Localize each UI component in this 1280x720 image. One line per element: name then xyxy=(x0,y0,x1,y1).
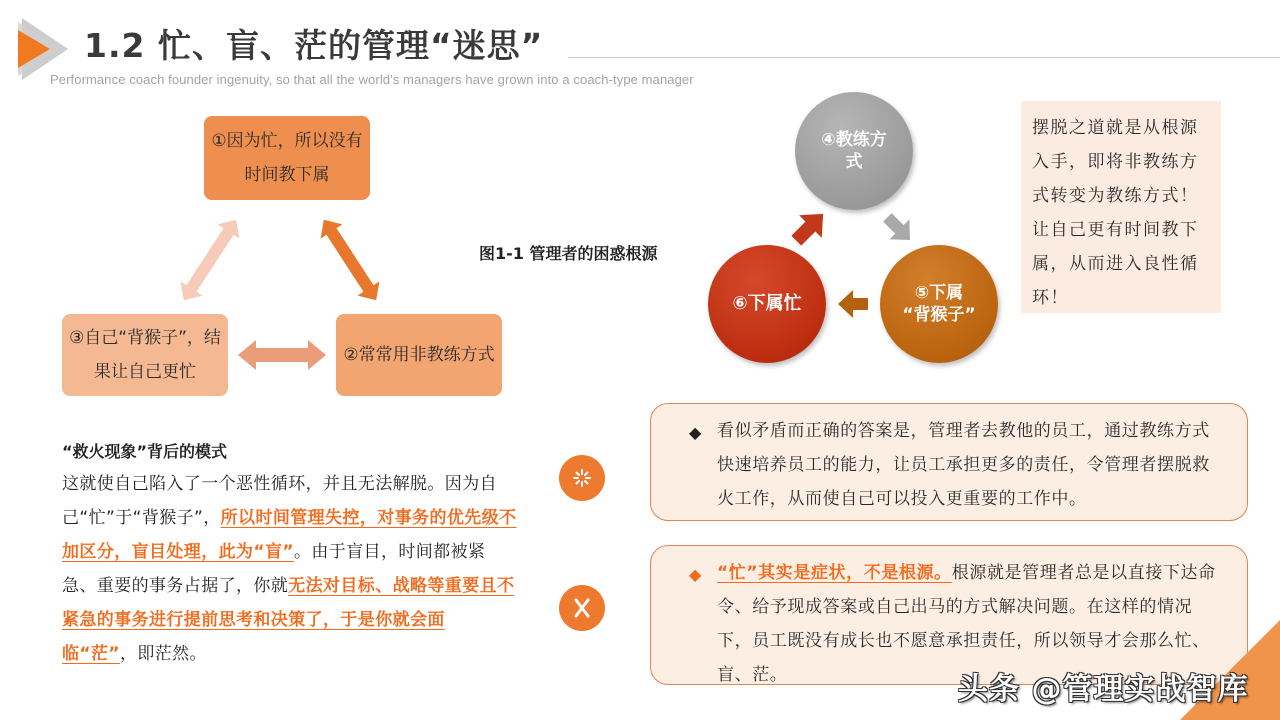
diamond-bullet-icon: ◆ xyxy=(689,423,702,442)
arrow-left-icon xyxy=(836,286,872,322)
circle-busy-label: ⑥下属忙 xyxy=(732,293,802,314)
para-text-2: 。由于盲目，时间都被紧急、重要的事务占据了，你就 xyxy=(62,542,486,596)
para-highlight-2: 无法对目标、战略等重要且不紧急的事务进行提前思考和决策了，于是你就会面临“茫” xyxy=(62,576,515,664)
arrow-down-right-icon xyxy=(878,208,918,248)
cycle-box-monkey-label: ③自己“背猴子”，结果让自己更忙 xyxy=(69,328,221,382)
circle-coaching-line2: 式 xyxy=(845,152,863,172)
double-arrow-left-icon xyxy=(170,215,250,305)
circle-subordinate-busy xyxy=(708,245,826,363)
page-subtitle: Performance coach founder ingenuity, so that all the world's managers have grown into a coach-type manager xyxy=(50,72,694,87)
para-highlight-1: 所以时间管理失控，对事务的优先级不加区分，盲目处理，此为“盲” xyxy=(62,508,517,562)
cycle-box-non-coaching xyxy=(336,314,502,396)
watermark: 头条 @管理实战智库 xyxy=(958,672,1249,707)
arrow-up-right-icon xyxy=(786,205,832,251)
section-heading: “救火现象”背后的模式 xyxy=(62,442,228,461)
circle-monkey-line1: ⑤下属 xyxy=(914,283,964,303)
page-title: 1.2 忙、盲、茫的管理“迷思” xyxy=(84,26,544,65)
circle-subordinate-monkey xyxy=(880,245,998,363)
diamond-bullet-icon: ◆ xyxy=(689,565,702,584)
cycle-box-non-coaching-label: ②常常用非教练方式 xyxy=(343,345,495,365)
circle-coaching-method xyxy=(795,92,913,210)
tip-box: 摆脱之道就是从根源入手，即将非教练方式转变为教练方式！让自己更有时间教下属，从而进入良性循环！ xyxy=(1021,101,1221,313)
sparkle-icon xyxy=(559,455,605,501)
section-paragraph xyxy=(62,467,520,671)
double-arrow-bottom-icon xyxy=(236,336,328,374)
figure-caption: 图1-1 管理者的困惑根源 xyxy=(479,244,658,263)
circle-monkey-line2: “背猴子” xyxy=(902,305,976,325)
scissors-icon xyxy=(559,585,605,631)
circle-coaching-line1: ④教练方 xyxy=(821,130,887,150)
info-box-answer xyxy=(650,403,1248,521)
info-box-root-text: 根源就是管理者总是以直接下达命令、给予现成答案或自己出马的方式解决问题。在这样的情况下，员工既没有成长也不愿意承担责任，所以领导才会那么忙、盲、茫。 xyxy=(717,563,1216,685)
info-box-answer-text: 看似矛盾而正确的答案是，管理者去教他的员工，通过教练方式快速培养员工的能力，让员工承担更多的责任，令管理者摆脱救火工作，从而使自己可以投入更重要的工作中。 xyxy=(717,421,1210,509)
double-arrow-right-icon xyxy=(310,215,390,305)
title-divider xyxy=(568,57,1280,58)
para-text-1: 这就使自己陷入了一个恶性循环，并且无法解脱。因为自己“忙”于“背猴子”， xyxy=(62,474,497,528)
cycle-box-monkey xyxy=(62,314,228,396)
cycle-box-busy-label: ①因为忙，所以没有时间教下属 xyxy=(211,131,363,185)
cycle-box-busy xyxy=(204,116,370,200)
info-box-root-highlight: “忙”其实是症状，不是根源。 xyxy=(717,563,952,583)
para-text-3: ，即茫然。 xyxy=(119,644,207,664)
